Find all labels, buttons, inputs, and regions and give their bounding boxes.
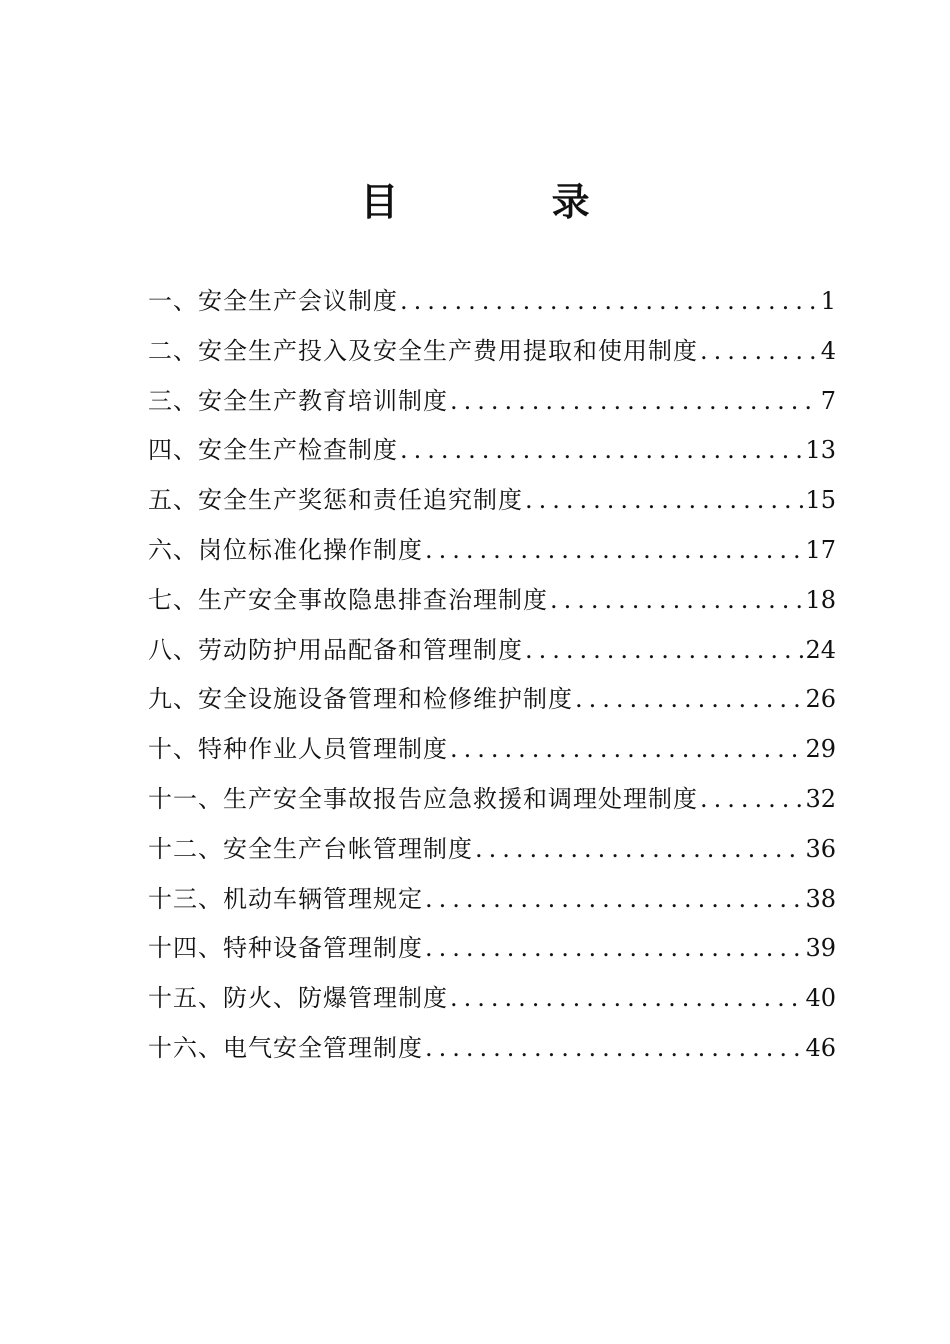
table-of-contents xyxy=(148,277,836,1074)
toc-entry[interactable] xyxy=(148,377,836,427)
toc-dot-leader xyxy=(423,875,803,925)
toc-entry-page: 7 xyxy=(820,386,836,415)
toc-entry[interactable] xyxy=(148,526,836,576)
toc-entry-page: 38 xyxy=(805,884,836,913)
toc-entry-page: 40 xyxy=(805,984,836,1013)
toc-entry[interactable] xyxy=(148,875,836,925)
toc-dot-leader xyxy=(573,675,803,725)
toc-entry[interactable] xyxy=(148,1024,836,1074)
toc-entry-label: 八、劳动防护用品配备和管理制度 xyxy=(148,635,523,664)
toc-entry[interactable] xyxy=(148,277,836,327)
toc-entry-page: 15 xyxy=(805,486,836,515)
toc-entry-page: 4 xyxy=(820,336,836,365)
toc-entry-page: 24 xyxy=(805,635,836,664)
toc-entry-label: 十一、生产安全事故报告应急救援和调理处理制度 xyxy=(148,784,698,813)
toc-entry-label: 四、安全生产检查制度 xyxy=(148,436,398,465)
toc-dot-leader xyxy=(548,576,803,626)
toc-entry[interactable] xyxy=(148,576,836,626)
toc-entry[interactable] xyxy=(148,675,836,725)
toc-entry-label: 七、生产安全事故隐患排查治理制度 xyxy=(148,585,548,614)
toc-entry-label: 九、安全设施设备管理和检修维护制度 xyxy=(148,685,573,714)
toc-entry-page: 32 xyxy=(805,784,836,813)
toc-entry[interactable] xyxy=(148,327,836,377)
toc-entry-label: 三、安全生产教育培训制度 xyxy=(148,386,448,415)
toc-entry-label: 二、安全生产投入及安全生产费用提取和使用制度 xyxy=(148,336,698,365)
toc-entry-label: 五、安全生产奖惩和责任追究制度 xyxy=(148,486,523,515)
toc-entry-label: 十四、特种设备管理制度 xyxy=(148,934,423,963)
toc-dot-leader xyxy=(473,825,803,875)
toc-dot-leader xyxy=(523,626,803,676)
toc-dot-leader xyxy=(523,476,803,526)
toc-entry-page: 17 xyxy=(805,535,836,564)
toc-entry[interactable] xyxy=(148,476,836,526)
toc-dot-leader xyxy=(423,526,803,576)
toc-entry-page: 13 xyxy=(805,436,836,465)
toc-entry-label: 十三、机动车辆管理规定 xyxy=(148,884,423,913)
toc-dot-leader xyxy=(398,277,819,327)
toc-entry[interactable] xyxy=(148,426,836,476)
toc-entry[interactable] xyxy=(148,775,836,825)
toc-dot-leader xyxy=(398,426,803,476)
toc-entry-label: 十、特种作业人员管理制度 xyxy=(148,735,448,764)
toc-entry[interactable] xyxy=(148,825,836,875)
toc-dot-leader xyxy=(698,327,819,377)
toc-entry-page: 1 xyxy=(820,287,836,315)
toc-entry-label: 十六、电气安全管理制度 xyxy=(148,1033,423,1062)
toc-entry-label: 十五、防火、防爆管理制度 xyxy=(148,984,448,1013)
toc-entry[interactable] xyxy=(148,626,836,676)
toc-entry-page: 18 xyxy=(805,585,836,614)
toc-entry-page: 39 xyxy=(805,934,836,963)
toc-dot-leader xyxy=(423,924,803,974)
toc-dot-leader xyxy=(448,377,819,427)
toc-entry-page: 29 xyxy=(805,735,836,764)
toc-entry[interactable] xyxy=(148,725,836,775)
toc-dot-leader xyxy=(698,775,803,825)
toc-entry-page: 36 xyxy=(805,834,836,863)
toc-dot-leader xyxy=(448,974,803,1024)
toc-entry-label: 一、安全生产会议制度 xyxy=(148,287,398,315)
toc-entry-page: 26 xyxy=(805,685,836,714)
toc-entry[interactable] xyxy=(148,974,836,1024)
toc-entry[interactable] xyxy=(148,924,836,974)
toc-entry-page: 46 xyxy=(805,1033,836,1062)
toc-title: 目 录 xyxy=(360,179,660,224)
toc-dot-leader xyxy=(448,725,803,775)
toc-dot-leader xyxy=(423,1024,803,1074)
toc-entry-label: 六、岗位标准化操作制度 xyxy=(148,535,423,564)
toc-entry-label: 十二、安全生产台帐管理制度 xyxy=(148,834,473,863)
